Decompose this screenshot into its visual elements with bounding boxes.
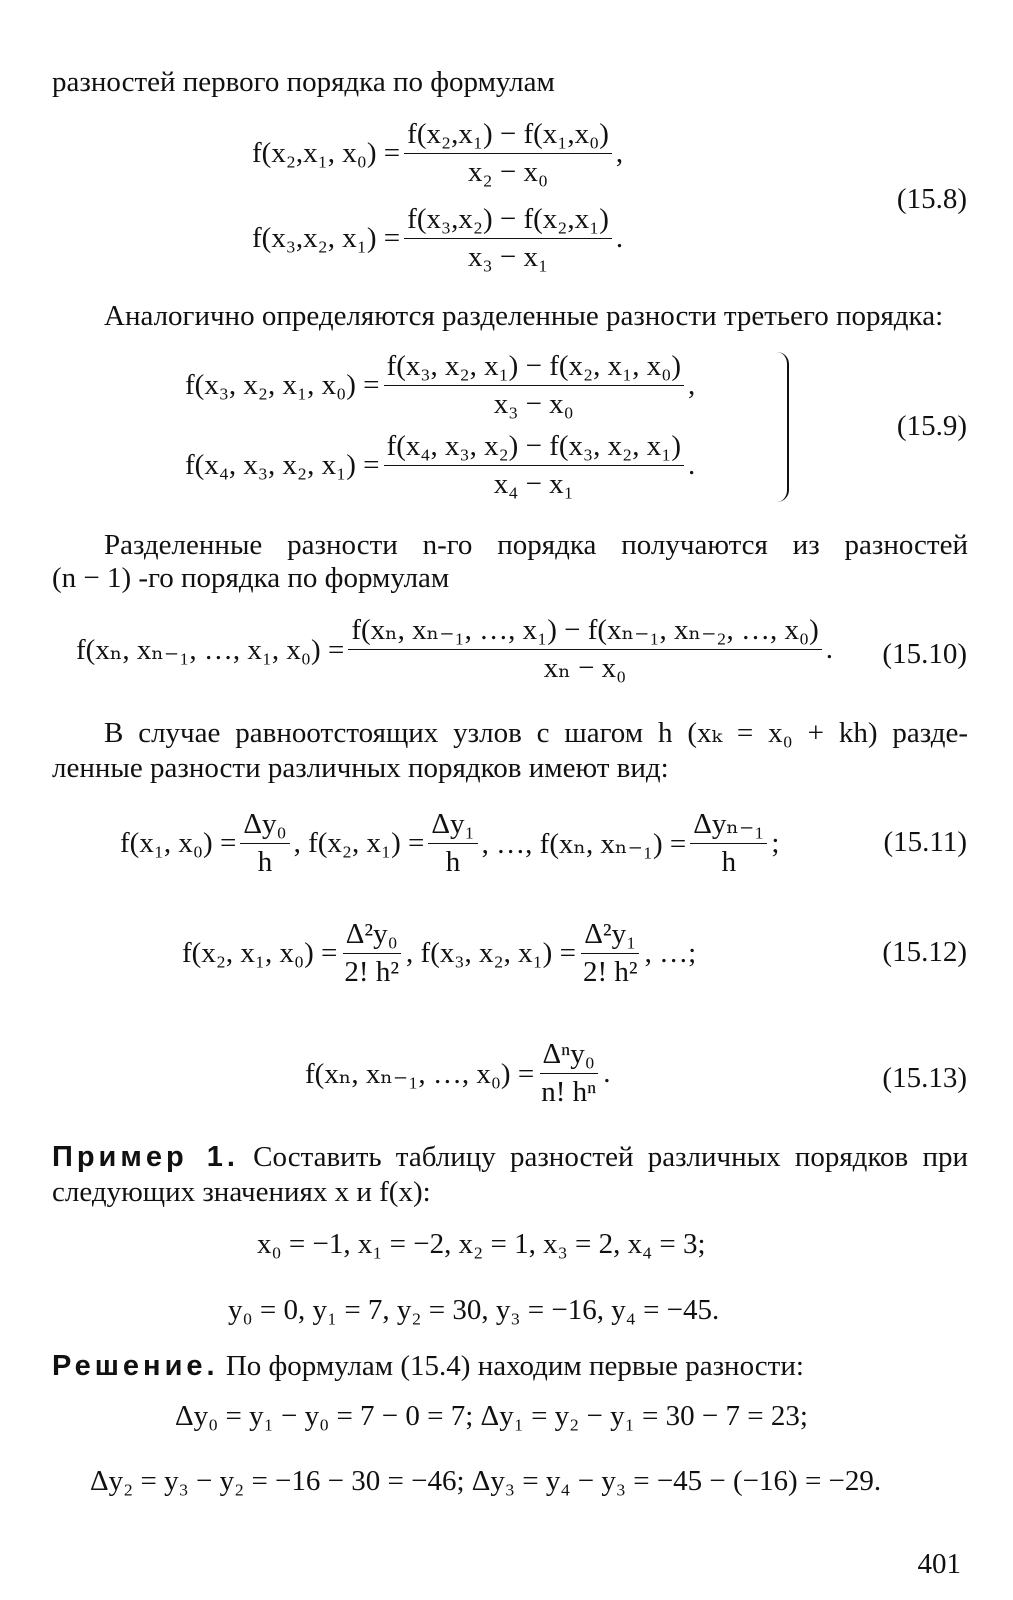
eq-lhs: f(x₃, x₂, x₁, x₀) = <box>185 369 380 401</box>
example-x-values: x₀ = −1, x₁ = −2, x₂ = 1, x₃ = 2, x₄ = 3; <box>257 1228 706 1260</box>
eq-lhs: f(x₁, x₀) = <box>120 827 237 859</box>
fraction-denominator: xₙ − x₀ <box>543 652 627 684</box>
example-y-values: y₀ = 0, y₁ = 7, y₂ = 30, y₃ = −16, y₄ = −45. <box>228 1294 720 1326</box>
eq-lhs: f(x₂,x₁, x₀) = <box>252 137 401 169</box>
solution-label: Решение. <box>52 1350 219 1382</box>
eq-lhs: f(x₂, x₁, x₀) = <box>182 937 338 969</box>
fraction-numerator: Δⁿy₀ <box>540 1040 598 1074</box>
eq-separator: , …, f(xₙ, xₙ₋₁) = <box>481 828 687 860</box>
eq-lhs: f(x₄, x₃, x₂, x₁) = <box>185 449 380 481</box>
fraction-denominator: h <box>721 846 737 878</box>
eq-separator: , f(x₂, x₁) = <box>293 827 425 859</box>
fraction-denominator: x₃ − x₀ <box>493 388 574 420</box>
equation-number-15-10: (15.10) <box>882 638 967 670</box>
equation-number-15-13: (15.13) <box>882 1062 967 1094</box>
para-nth-order-line2: (n − 1) -го порядка по формулам <box>52 562 450 594</box>
solution-diff-line2: Δy₂ = y₃ − y₂ = −16 − 30 = −46; Δy₃ = y₄ − y₃ = −45 − (−16) = −29. <box>90 1465 882 1497</box>
equation-15-11 <box>120 810 779 877</box>
equation-15-10 <box>76 616 833 683</box>
eq-fraction <box>580 920 641 987</box>
eq-punct: , …; <box>644 937 697 969</box>
eq-punct: , <box>615 137 624 169</box>
fraction-numerator: Δyₙ₋₁ <box>690 810 767 844</box>
equation-number-15-8: (15.8) <box>896 183 967 215</box>
eq-fraction <box>404 205 612 272</box>
eq-lhs: f(x₃,x₂, x₁) = <box>252 222 401 254</box>
solution-diff-line1: Δy₀ = y₁ − y₀ = 7 − 0 = 7; Δy₁ = y₂ − y₁ = 30 − 7 = 23; <box>175 1400 808 1432</box>
eq-punct: , <box>688 369 696 401</box>
fraction-denominator: x₄ − x₁ <box>493 468 574 500</box>
solution-line <box>52 1350 804 1383</box>
para-equidistant-line1: В случае равноотстоящих узлов с шагом h (xₖ = x₀ + kh) разде- <box>104 717 968 749</box>
equation-number-15-9: (15.9) <box>896 410 967 442</box>
equation-15-8-line1 <box>252 120 623 187</box>
fraction-numerator: f(x₂,x₁) − f(x₁,x₀) <box>404 120 612 154</box>
equation-15-13 <box>305 1040 611 1107</box>
right-brace <box>775 352 789 502</box>
eq-lhs: f(xₙ, xₙ₋₁, …, x₀) = <box>305 1058 535 1090</box>
fraction-numerator: Δy₁ <box>428 810 477 844</box>
example-label: Пример 1. <box>52 1141 239 1173</box>
fraction-denominator: x₃ − x₁ <box>468 241 549 273</box>
fraction-numerator: f(x₃,x₂) − f(x₂,x₁) <box>404 205 612 239</box>
eq-punct: . <box>603 1057 611 1089</box>
equation-number-15-12: (15.12) <box>882 936 967 968</box>
eq-fraction <box>384 432 684 499</box>
para-nth-order-line1: Разделенные разности n-го порядка получаются из разностей <box>104 529 968 561</box>
eq-fraction <box>348 616 821 683</box>
eq-separator: , f(x₃, x₂, x₁) = <box>406 937 576 969</box>
eq-punct: . <box>615 222 624 254</box>
equation-number-15-11: (15.11) <box>883 826 967 858</box>
equation-15-8-line2 <box>252 205 623 272</box>
eq-fraction <box>341 920 402 987</box>
fraction-denominator: n! hⁿ <box>541 1076 597 1108</box>
fraction-denominator: h <box>445 846 461 878</box>
fraction-numerator: f(x₃, x₂, x₁) − f(x₂, x₁, x₀) <box>384 352 684 386</box>
eq-punct: . <box>688 449 696 481</box>
eq-fraction <box>240 810 289 877</box>
solution-text: По формулам (15.4) находим первые разности: <box>225 1350 804 1382</box>
example-line2: следующих значениях x и f(x): <box>52 1176 431 1208</box>
example-line1 <box>52 1140 968 1174</box>
fraction-denominator: 2! h² <box>344 956 400 988</box>
fraction-numerator: Δ²y₀ <box>343 920 401 954</box>
example-text: Составить таблицу разностей различных порядков при <box>253 1141 969 1173</box>
equation-15-9-line1 <box>185 352 695 419</box>
para-third-order: Аналогично определяются разделенные разности третьего порядка: <box>104 300 944 332</box>
fraction-numerator: f(x₄, x₃, x₂) − f(x₃, x₂, x₁) <box>384 432 684 466</box>
para-equidistant-line2: ленные разности различных порядков имеют вид: <box>52 752 669 784</box>
fraction-numerator: Δ²y₁ <box>581 920 639 954</box>
fraction-numerator: Δy₀ <box>240 810 289 844</box>
fraction-denominator: 2! h² <box>582 956 638 988</box>
fraction-denominator: x₂ − x₀ <box>468 156 549 188</box>
eq-fraction <box>384 352 684 419</box>
eq-fraction <box>404 120 612 187</box>
fraction-numerator: f(xₙ, xₙ₋₁, …, x₁) − f(xₙ₋₁, xₙ₋₂, …, x₀) <box>348 616 821 650</box>
eq-fraction <box>538 1040 599 1107</box>
fraction-denominator: h <box>257 846 273 878</box>
eq-fraction <box>428 810 477 877</box>
equation-15-12 <box>182 920 696 987</box>
intro-line: разностей первого порядка по формулам <box>52 66 555 98</box>
eq-punct: . <box>825 633 834 665</box>
eq-lhs: f(xₙ, xₙ₋₁, …, x₁, x₀) = <box>76 634 345 666</box>
equation-15-9-line2 <box>185 432 695 499</box>
page-number: 401 <box>917 1548 961 1580</box>
eq-fraction <box>690 810 767 877</box>
eq-punct: ; <box>771 827 780 859</box>
